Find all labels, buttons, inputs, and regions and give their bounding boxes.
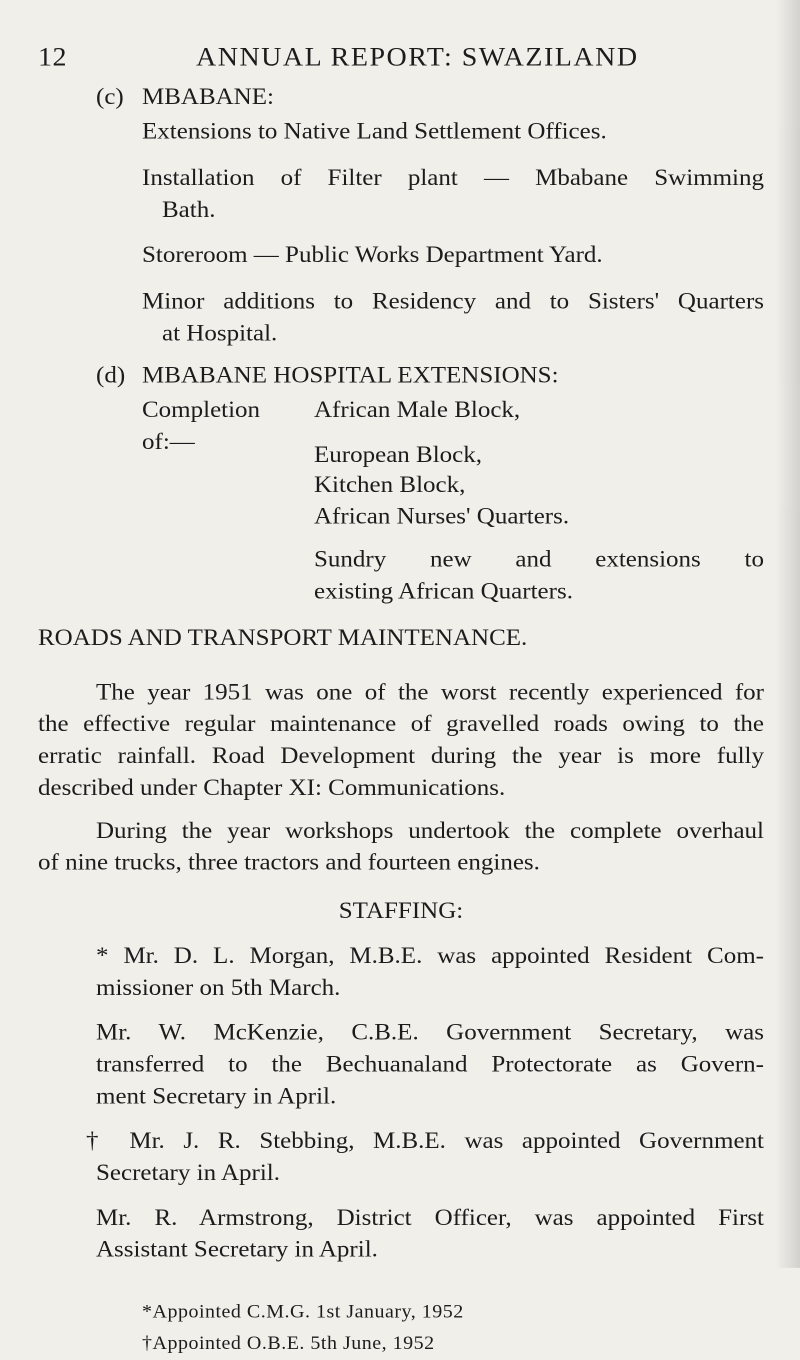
- section-c-heading: MBABANE:: [142, 84, 274, 110]
- staffing-line: * Mr. D. L. Morgan, M.B.E. was appointed Resident Com-: [96, 943, 764, 969]
- staffing-line: ment Secretary in April.: [96, 1083, 337, 1109]
- section-d-item: African Nurses' Quarters.: [314, 503, 570, 530]
- section-c-item: Extensions to Native Land Settlement Offices.: [142, 118, 607, 144]
- roads-para1-line: The year 1951 was one of the worst recently experienced for: [96, 679, 764, 705]
- staffing-line: Secretary in April.: [96, 1160, 280, 1186]
- roads-heading: ROADS AND TRANSPORT MAINTENANCE.: [38, 625, 528, 651]
- section-c-item: Storeroom — Public Works Department Yard.: [142, 242, 603, 268]
- staffing-line: Mr. R. Armstrong, District Officer, was appointed First: [96, 1205, 764, 1231]
- section-c-label: (c): [96, 84, 124, 110]
- section-d-heading: MBABANE HOSPITAL EXTENSIONS:: [142, 362, 559, 389]
- roads-para1-line: erratic rainfall. Road Development during the year is more fully: [38, 743, 764, 769]
- section-c-item: at Hospital.: [162, 320, 278, 346]
- section-d-item: existing African Quarters.: [314, 578, 573, 605]
- roads-para2-line: During the year workshops undertook the complete overhaul: [96, 818, 764, 844]
- staffing-heading: STAFFING:: [338, 898, 464, 924]
- section-c-item: Installation of Filter plant — Mbabane Swimming: [142, 165, 764, 191]
- roads-para2-line: of nine trucks, three tractors and fourteen engines.: [38, 849, 540, 876]
- footnote: †Appointed O.B.E. 5th June, 1952: [142, 1333, 435, 1354]
- page-edge-shadow: [776, 0, 800, 1268]
- footnote: *Appointed C.M.G. 1st January, 1952: [142, 1301, 464, 1323]
- section-d-item: Sundry new and extensions to: [314, 546, 764, 573]
- completion-label: Completion of:—: [142, 397, 261, 455]
- roads-para1-line: the effective regular maintenance of gravelled roads owing to the: [38, 711, 764, 737]
- staffing-line: Mr. W. McKenzie, C.B.E. Government Secretary, was: [96, 1020, 764, 1046]
- staffing-line: Assistant Secretary in April.: [96, 1237, 378, 1263]
- section-d-label: (d): [96, 362, 126, 389]
- page-number: 12: [38, 43, 67, 72]
- staffing-line: † Mr. J. R. Stebbing, M.B.E. was appointed Government: [86, 1128, 764, 1154]
- section-c-item: Minor additions to Residency and to Sisters' Quarters: [142, 288, 764, 315]
- staffing-line: missioner on 5th March.: [96, 975, 341, 1001]
- section-d-item: European Block,: [314, 442, 483, 468]
- section-d-item: Kitchen Block,: [314, 472, 466, 498]
- section-d-item: African Male Block,: [314, 397, 521, 423]
- running-title: ANNUAL REPORT: SWAZILAND: [196, 43, 639, 72]
- section-c-item: Bath.: [162, 197, 216, 223]
- staffing-line: transferred to the Bechuanaland Protectorate as Govern-: [96, 1051, 764, 1078]
- roads-para1-line: described under Chapter XI: Communications.: [38, 775, 506, 801]
